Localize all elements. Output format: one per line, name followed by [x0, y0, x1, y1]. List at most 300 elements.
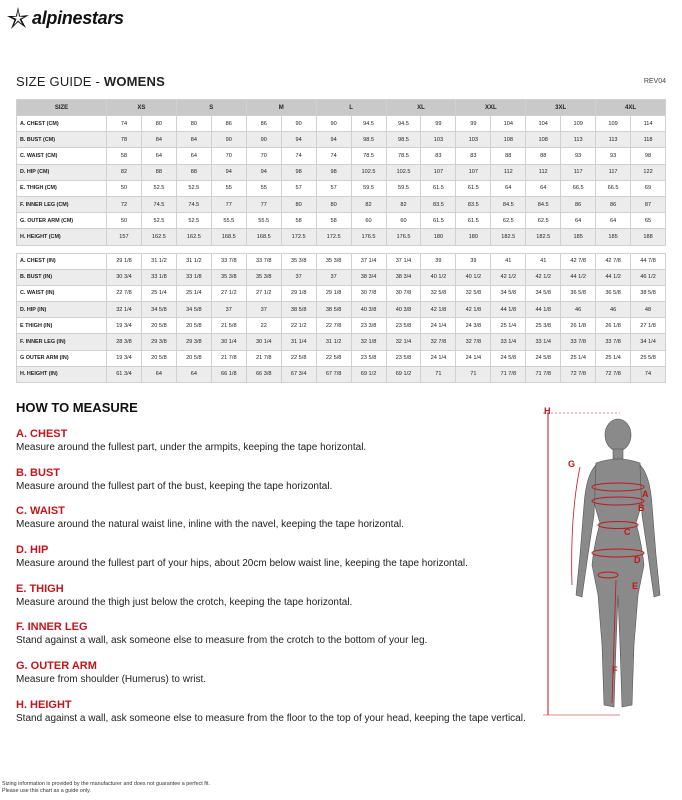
- table-cell: 69: [631, 180, 666, 196]
- table-cell: 20 5/8: [176, 350, 211, 366]
- table-cell: 168.5: [246, 229, 281, 245]
- table-cell: 59.5: [386, 180, 421, 196]
- body-diagram-icon: [540, 405, 670, 720]
- table-cell: 94: [246, 164, 281, 180]
- table-cell: 103: [456, 132, 491, 148]
- table-cell: 30 1/4: [211, 334, 246, 350]
- table-cell: 64: [141, 366, 176, 382]
- table-cell: 32 5/8: [421, 285, 456, 301]
- table-cell: 182.5: [491, 229, 526, 245]
- table-cell: 22 7/8: [316, 318, 351, 334]
- table-cell: 41: [526, 253, 561, 269]
- table-cell: 27 1/2: [246, 285, 281, 301]
- row-label: C. WAIST (IN): [17, 285, 107, 301]
- measure-description: Stand against a wall, ask someone else to measure from the crotch to the bottom of your leg.: [16, 635, 428, 647]
- row-label: H. HEIGHT (IN): [17, 366, 107, 382]
- table-cell: 62.5: [526, 213, 561, 229]
- table-cell: 25 3/8: [526, 318, 561, 334]
- table-cell: 33 1/8: [141, 269, 176, 285]
- table-cell: 25 1/4: [176, 285, 211, 301]
- table-row: [17, 132, 666, 148]
- table-cell: 59.5: [351, 180, 386, 196]
- table-cell: 74: [281, 148, 316, 164]
- table-cell: 98: [631, 148, 666, 164]
- table-cell: 94: [211, 164, 246, 180]
- table-cell: 108: [526, 132, 561, 148]
- figure-label-b: B: [638, 503, 645, 513]
- table-cell: 22 5/8: [281, 350, 316, 366]
- table-cell: 44 7/8: [631, 253, 666, 269]
- disclaimer: [2, 781, 210, 795]
- table-spacer-row: [17, 245, 666, 253]
- table-cell: 32 7/8: [456, 334, 491, 350]
- table-cell: 34 1/4: [631, 334, 666, 350]
- table-cell: 20 5/8: [176, 318, 211, 334]
- table-cell: 61.5: [456, 180, 491, 196]
- star-logo-icon: [6, 6, 30, 30]
- table-cell: 21 7/8: [246, 350, 281, 366]
- table-cell: 66.5: [561, 180, 596, 196]
- table-cell: 66 3/8: [246, 366, 281, 382]
- table-cell: 185: [596, 229, 631, 245]
- table-cell: 24 1/4: [456, 350, 491, 366]
- measure-item: [16, 505, 536, 544]
- table-cell: 37: [211, 302, 246, 318]
- table-cell: 74.5: [141, 196, 176, 212]
- table-cell: 46 1/2: [631, 269, 666, 285]
- table-cell: 61 3/4: [107, 366, 142, 382]
- row-label: G. OUTER ARM (CM): [17, 213, 107, 229]
- table-cell: 122: [631, 164, 666, 180]
- table-cell: 30 7/8: [386, 285, 421, 301]
- table-row: [17, 116, 666, 132]
- table-cell: 117: [561, 164, 596, 180]
- table-cell: 33 7/8: [246, 253, 281, 269]
- size-header-4xl: 4XL: [596, 100, 666, 116]
- table-cell: 33 7/8: [561, 334, 596, 350]
- size-header-m: M: [246, 100, 316, 116]
- table-cell: 50: [107, 213, 142, 229]
- disclaimer-line: Sizing information is provided by the manufacturer and does not guarantee a perfect fit.: [2, 781, 210, 787]
- table-cell: 39: [456, 253, 491, 269]
- table-cell: 23 3/8: [351, 318, 386, 334]
- table-cell: 42 1/8: [456, 302, 491, 318]
- table-cell: 90: [316, 116, 351, 132]
- figure-label-e: E: [632, 581, 639, 591]
- table-cell: 84.5: [526, 196, 561, 212]
- table-cell: 33 1/8: [176, 269, 211, 285]
- table-cell: 22 7/8: [107, 285, 142, 301]
- table-cell: 25 1/4: [596, 350, 631, 366]
- table-cell: 66.5: [596, 180, 631, 196]
- revision-label: REV04: [643, 78, 666, 85]
- table-cell: 78.5: [386, 148, 421, 164]
- table-cell: 23 5/8: [386, 350, 421, 366]
- table-cell: 22 5/8: [316, 350, 351, 366]
- body-figure: [540, 405, 670, 720]
- table-row: [17, 229, 666, 245]
- table-cell: 29 1/8: [281, 285, 316, 301]
- table-cell: 80: [281, 196, 316, 212]
- table-cell: 42 1/2: [491, 269, 526, 285]
- table-cell: 113: [561, 132, 596, 148]
- table-cell: 38 5/8: [281, 302, 316, 318]
- table-cell: 88: [491, 148, 526, 164]
- table-cell: 65: [631, 213, 666, 229]
- size-header-3xl: 3XL: [526, 100, 596, 116]
- table-cell: 180: [456, 229, 491, 245]
- measure-description: Measure from shoulder (Humerus) to wrist.: [16, 674, 207, 686]
- table-cell: 30 3/4: [107, 269, 142, 285]
- brand-logo: [6, 4, 124, 32]
- measure-item: [16, 544, 536, 583]
- table-cell: 94: [281, 132, 316, 148]
- table-cell: 64: [141, 148, 176, 164]
- table-cell: 19 3/4: [107, 350, 142, 366]
- table-cell: 90: [281, 116, 316, 132]
- table-cell: 104: [491, 116, 526, 132]
- table-cell: 42 7/8: [596, 253, 631, 269]
- size-header-xl: XL: [386, 100, 456, 116]
- table-cell: 113: [596, 132, 631, 148]
- table-cell: 50: [107, 180, 142, 196]
- table-cell: 112: [491, 164, 526, 180]
- size-header-l: L: [316, 100, 386, 116]
- table-cell: 61.5: [421, 213, 456, 229]
- table-cell: 44 1/8: [491, 302, 526, 318]
- table-cell: 83: [421, 148, 456, 164]
- table-cell: 55.5: [246, 213, 281, 229]
- table-cell: 67 7/8: [316, 366, 351, 382]
- table-cell: 29 1/8: [316, 285, 351, 301]
- table-cell: 117: [596, 164, 631, 180]
- table-cell: 36 5/8: [561, 285, 596, 301]
- table-cell: 32 1/8: [351, 334, 386, 350]
- table-cell: 35 3/8: [246, 269, 281, 285]
- table-row: [17, 269, 666, 285]
- table-cell: 23 5/8: [351, 350, 386, 366]
- table-cell: 37: [246, 302, 281, 318]
- table-cell: 83.5: [456, 196, 491, 212]
- table-cell: 70: [246, 148, 281, 164]
- table-cell: 188: [631, 229, 666, 245]
- table-cell: 19 3/4: [107, 318, 142, 334]
- table-cell: 64: [561, 213, 596, 229]
- table-cell: 57: [281, 180, 316, 196]
- table-cell: 98.5: [351, 132, 386, 148]
- table-cell: 66 1/8: [211, 366, 246, 382]
- table-cell: 102.5: [351, 164, 386, 180]
- page-title: SIZE GUIDE - WOMENS: [16, 74, 165, 89]
- row-label: F. INNER LEG (CM): [17, 196, 107, 212]
- table-cell: 107: [456, 164, 491, 180]
- table-cell: 80: [141, 116, 176, 132]
- table-cell: 22: [246, 318, 281, 334]
- figure-label-a: A: [642, 489, 649, 499]
- table-cell: 42 1/8: [421, 302, 456, 318]
- measure-description: Measure around the natural waist line, inline with the navel, keeping the tape horizontal.: [16, 519, 405, 531]
- table-cell: 109: [596, 116, 631, 132]
- brand-name: alpinestars: [32, 7, 124, 28]
- table-cell: 60: [351, 213, 386, 229]
- table-cell: 30 1/4: [246, 334, 281, 350]
- table-cell: 84.5: [491, 196, 526, 212]
- measure-heading: B. BUST: [16, 466, 60, 479]
- table-cell: 44 1/2: [596, 269, 631, 285]
- table-cell: 64: [526, 180, 561, 196]
- table-cell: 26 1/8: [596, 318, 631, 334]
- table-cell: 74: [316, 148, 351, 164]
- measure-item: [16, 699, 536, 738]
- table-row: [17, 334, 666, 350]
- table-cell: 33 1/4: [526, 334, 561, 350]
- size-header-xxl: XXL: [456, 100, 526, 116]
- table-cell: 93: [561, 148, 596, 164]
- table-cell: 55: [211, 180, 246, 196]
- table-row: [17, 164, 666, 180]
- table-cell: 88: [141, 164, 176, 180]
- table-cell: 31 1/2: [141, 253, 176, 269]
- table-cell: 172.5: [316, 229, 351, 245]
- measure-heading: E. THIGH: [16, 582, 64, 595]
- table-cell: 35 3/8: [211, 269, 246, 285]
- measure-item: [16, 583, 536, 622]
- table-cell: 52.5: [141, 213, 176, 229]
- table-cell: 99: [456, 116, 491, 132]
- measure-item: [16, 621, 536, 660]
- table-cell: 24 5/8: [526, 350, 561, 366]
- measure-description: Measure around the fullest part of your hips, about 20cm below waist line, keeping the tape horizontal.: [16, 558, 468, 570]
- table-cell: 80: [316, 196, 351, 212]
- table-cell: 70: [211, 148, 246, 164]
- table-cell: 69 1/2: [351, 366, 386, 382]
- table-cell: 46: [561, 302, 596, 318]
- table-cell: 42 1/2: [526, 269, 561, 285]
- table-cell: 44 1/8: [526, 302, 561, 318]
- table-cell: 84: [176, 132, 211, 148]
- table-cell: 32 7/8: [421, 334, 456, 350]
- table-cell: 78: [107, 132, 142, 148]
- table-cell: 20 5/8: [141, 350, 176, 366]
- figure-label-h: H: [544, 406, 551, 416]
- table-cell: 180: [421, 229, 456, 245]
- table-cell: 64: [491, 180, 526, 196]
- table-cell: 107: [421, 164, 456, 180]
- table-cell: 57: [316, 180, 351, 196]
- table-cell: 20 5/8: [141, 318, 176, 334]
- row-label: D. HIP (CM): [17, 164, 107, 180]
- table-cell: 118: [631, 132, 666, 148]
- table-cell: 64: [176, 366, 211, 382]
- table-cell: 25 1/4: [561, 350, 596, 366]
- table-cell: 157: [107, 229, 142, 245]
- table-cell: 71 7/8: [491, 366, 526, 382]
- table-cell: 88: [526, 148, 561, 164]
- table-cell: 27 1/8: [631, 318, 666, 334]
- figure-label-d: D: [634, 555, 641, 565]
- table-cell: 72: [107, 196, 142, 212]
- table-cell: 21 7/8: [211, 350, 246, 366]
- table-cell: 71: [456, 366, 491, 382]
- table-cell: 162.5: [176, 229, 211, 245]
- table-cell: 33 7/8: [211, 253, 246, 269]
- table-cell: 40 3/8: [386, 302, 421, 318]
- table-cell: 104: [526, 116, 561, 132]
- table-row: [17, 350, 666, 366]
- table-cell: 22 1/2: [281, 318, 316, 334]
- measure-description: Measure around the thigh just below the crotch, keeping the tape horizontal.: [16, 596, 353, 608]
- row-label: E THIGH (IN): [17, 318, 107, 334]
- measure-description: Stand against a wall, ask someone else to measure from the floor to the top of your head, keeping the tape vertical.: [16, 712, 526, 724]
- table-cell: 62.5: [491, 213, 526, 229]
- table-cell: 58: [316, 213, 351, 229]
- table-cell: 28 3/8: [107, 334, 142, 350]
- table-cell: 29 3/8: [176, 334, 211, 350]
- table-cell: 86: [561, 196, 596, 212]
- table-cell: 48: [631, 302, 666, 318]
- size-table: [16, 99, 666, 383]
- row-label: A. CHEST (CM): [17, 116, 107, 132]
- measure-heading: H. HEIGHT: [16, 698, 72, 711]
- measure-heading: G. OUTER ARM: [16, 660, 97, 673]
- row-label: B. BUST (CM): [17, 132, 107, 148]
- table-cell: 32 1/4: [107, 302, 142, 318]
- table-cell: 33 1/4: [491, 334, 526, 350]
- table-cell: 86: [246, 116, 281, 132]
- row-label: C. WAIST (CM): [17, 148, 107, 164]
- table-cell: 108: [491, 132, 526, 148]
- table-cell: 38 5/8: [631, 285, 666, 301]
- measure-item: [16, 467, 536, 506]
- table-cell: 25 1/4: [491, 318, 526, 334]
- table-cell: 32 5/8: [456, 285, 491, 301]
- table-cell: 34 5/8: [141, 302, 176, 318]
- table-cell: 74: [631, 366, 666, 382]
- table-cell: 103: [421, 132, 456, 148]
- measure-heading: A. CHEST: [16, 428, 68, 440]
- size-header-xs: XS: [107, 100, 177, 116]
- measure-heading: C. WAIST: [16, 505, 65, 518]
- table-cell: 67 3/4: [281, 366, 316, 382]
- row-label: G OUTER ARM (IN): [17, 350, 107, 366]
- table-cell: 36 5/8: [596, 285, 631, 301]
- table-cell: 80: [176, 116, 211, 132]
- measure-description: Measure around the fullest part of the bust, keeping the tape horizontal.: [16, 480, 333, 492]
- table-cell: 84: [141, 132, 176, 148]
- table-cell: 82: [351, 196, 386, 212]
- table-cell: 40 1/2: [456, 269, 491, 285]
- table-cell: 88: [176, 164, 211, 180]
- table-cell: 60: [386, 213, 421, 229]
- table-cell: 102.5: [386, 164, 421, 180]
- table-cell: 40 1/2: [421, 269, 456, 285]
- table-cell: 33 7/8: [596, 334, 631, 350]
- size-header-row: [17, 100, 666, 116]
- table-cell: 61.5: [421, 180, 456, 196]
- table-cell: 58: [107, 148, 142, 164]
- table-cell: 40 3/8: [351, 302, 386, 318]
- table-cell: 31 1/4: [281, 334, 316, 350]
- table-cell: 182.5: [526, 229, 561, 245]
- table-cell: 69 1/2: [386, 366, 421, 382]
- table-cell: 37: [281, 269, 316, 285]
- table-cell: 82: [386, 196, 421, 212]
- table-cell: 38 5/8: [316, 302, 351, 318]
- table-row: [17, 148, 666, 164]
- table-cell: 29 3/8: [141, 334, 176, 350]
- table-cell: 37 1/4: [351, 253, 386, 269]
- table-cell: 31 1/2: [176, 253, 211, 269]
- table-cell: 29 1/8: [107, 253, 142, 269]
- table-row: [17, 366, 666, 382]
- table-cell: 185: [561, 229, 596, 245]
- measure-item: [16, 428, 536, 467]
- table-cell: 30 7/8: [351, 285, 386, 301]
- table-cell: 77: [246, 196, 281, 212]
- table-cell: 77: [211, 196, 246, 212]
- size-header-s: S: [176, 100, 246, 116]
- table-row: [17, 285, 666, 301]
- table-cell: 37 1/4: [386, 253, 421, 269]
- table-cell: 21 5/8: [211, 318, 246, 334]
- table-cell: 90: [211, 132, 246, 148]
- table-cell: 72 7/8: [596, 366, 631, 382]
- table-cell: 86: [596, 196, 631, 212]
- table-cell: 99: [421, 116, 456, 132]
- table-row: [17, 318, 666, 334]
- table-cell: 34 5/8: [491, 285, 526, 301]
- table-cell: 94.5: [351, 116, 386, 132]
- table-cell: 42 7/8: [561, 253, 596, 269]
- size-column-header: SIZE: [17, 100, 107, 116]
- table-cell: 98: [316, 164, 351, 180]
- table-row: [17, 196, 666, 212]
- table-cell: 176.5: [386, 229, 421, 245]
- row-label: H. HEIGHT (CM): [17, 229, 107, 245]
- table-cell: 109: [561, 116, 596, 132]
- table-cell: 114: [631, 116, 666, 132]
- how-to-measure-title: HOW TO MEASURE: [16, 400, 138, 415]
- table-cell: 83.5: [421, 196, 456, 212]
- table-cell: 25 1/4: [141, 285, 176, 301]
- table-cell: 64: [176, 148, 211, 164]
- table-cell: 23 5/8: [386, 318, 421, 334]
- row-label: A. CHEST (IN): [17, 253, 107, 269]
- table-row: [17, 302, 666, 318]
- row-label: D. HIP (IN): [17, 302, 107, 318]
- table-cell: 52.5: [176, 180, 211, 196]
- table-cell: 24 1/4: [421, 350, 456, 366]
- table-cell: 26 1/8: [561, 318, 596, 334]
- table-cell: 34 5/8: [526, 285, 561, 301]
- table-cell: 58: [281, 213, 316, 229]
- figure-label-c: C: [624, 527, 631, 537]
- table-spacer-cell: [17, 245, 666, 253]
- table-cell: 24 1/4: [421, 318, 456, 334]
- table-cell: 35 3/8: [281, 253, 316, 269]
- table-cell: 46: [596, 302, 631, 318]
- table-cell: 98: [281, 164, 316, 180]
- table-cell: 112: [526, 164, 561, 180]
- table-cell: 34 5/8: [176, 302, 211, 318]
- table-cell: 52.5: [176, 213, 211, 229]
- table-cell: 93: [596, 148, 631, 164]
- table-cell: 52.5: [141, 180, 176, 196]
- table-cell: 162.5: [141, 229, 176, 245]
- measure-item: [16, 660, 536, 699]
- figure-label-f: F: [612, 665, 618, 675]
- table-cell: 168.5: [211, 229, 246, 245]
